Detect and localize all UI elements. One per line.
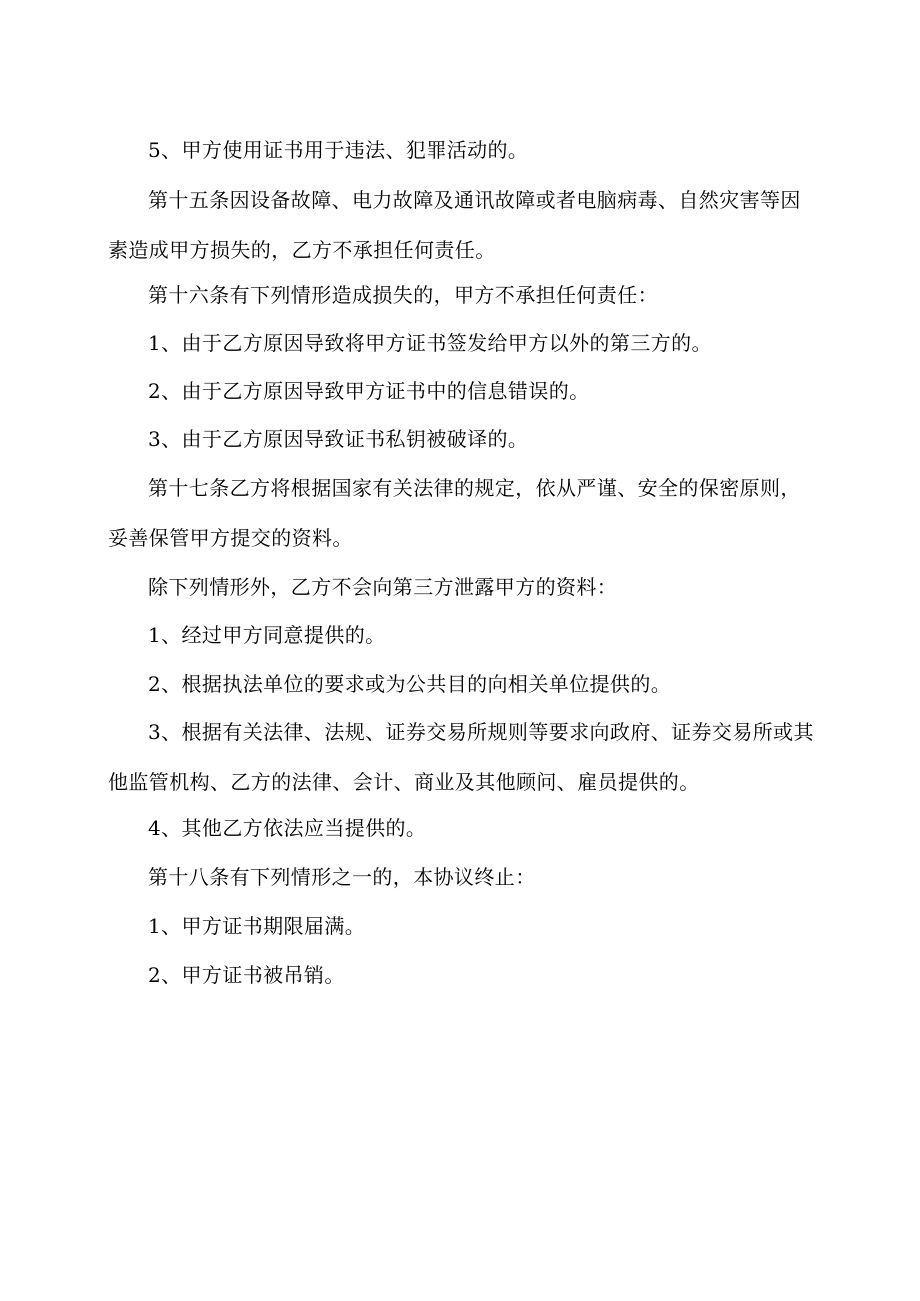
paragraph-article-16-item-3: 3、由于乙方原因导致证书私钥被破译的。: [148, 427, 529, 451]
paragraph-article-17: 第十七条乙方将根据国家有关法律的规定，依从严谨、安全的保密原则，妥善保管甲方提交的资料。: [108, 476, 801, 550]
paragraph-article-16: 第十六条有下列情形造成损失的，甲方不承担任何责任：: [148, 283, 658, 307]
paragraph-exception-item-4: 4、其他乙方依法应当提供的。: [148, 816, 427, 840]
paragraph-exception-item-3: 3、根据有关法律、法规、证券交易所规则等要求向政府、证券交易所或其他监管机构、乙方的法律、会计、商业及其他顾问、雇员提供的。: [108, 720, 814, 794]
paragraph-article-16-item-1: 1、由于乙方原因导致将甲方证书签发给甲方以外的第三方的。: [148, 331, 712, 355]
paragraph-disclosure-exceptions: 除下列情形外，乙方不会向第三方泄露甲方的资料：: [148, 575, 618, 599]
paragraph-article-18-item-2: 2、甲方证书被吊销。: [148, 963, 345, 987]
paragraph-article-16-item-2: 2、由于乙方原因导致甲方证书中的信息错误的。: [148, 379, 590, 403]
paragraph-exception-item-2: 2、根据执法单位的要求或为公共目的向相关单位提供的。: [148, 672, 672, 696]
paragraph-article-18-item-1: 1、甲方证书期限届满。: [148, 914, 366, 938]
paragraph-article-18: 第十八条有下列情形之一的，本协议终止：: [148, 865, 536, 889]
paragraph-clause-14-item-5: 5、甲方使用证书用于违法、犯罪活动的。: [148, 138, 529, 162]
paragraph-exception-item-1: 1、经过甲方同意提供的。: [148, 623, 386, 647]
paragraph-article-15: 第十五条因设备故障、电力故障及通讯故障或者电脑病毒、自然灾害等因素造成甲方损失的，乙方不承担任何责任。: [108, 188, 801, 262]
